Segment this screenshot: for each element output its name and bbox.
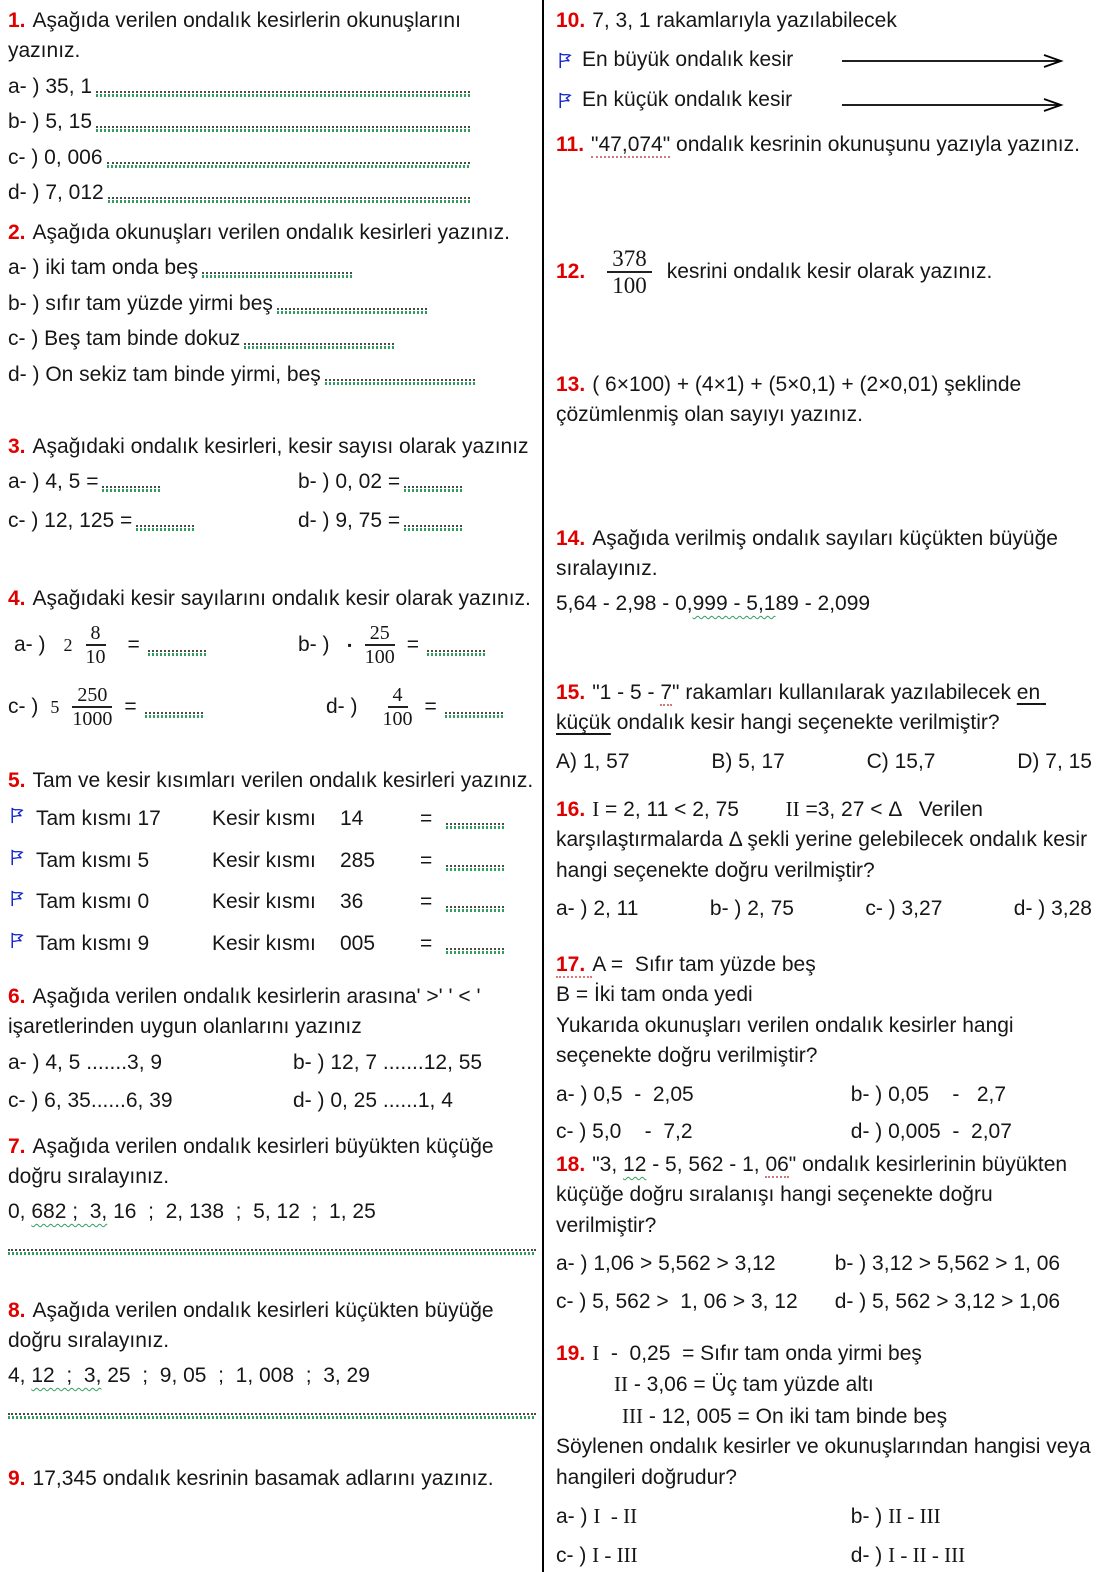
flag-icon <box>556 51 574 70</box>
answer-line[interactable] <box>325 368 475 381</box>
question-15 <box>556 678 1092 777</box>
flag-icon <box>8 806 26 825</box>
reading-line-b: B = İki tam onda yedi <box>556 983 753 1007</box>
worksheet-item: b- ) 12, 7 .......12, 55 <box>293 1050 483 1074</box>
numerator: 250 <box>72 684 112 708</box>
question-7 <box>8 1132 536 1251</box>
answer-line[interactable] <box>8 1403 536 1415</box>
item-label: a- ) 35, 1 <box>8 74 93 98</box>
values-segment: 0, <box>8 1199 32 1223</box>
question-number: 15. <box>556 681 586 704</box>
denominator: 100 <box>364 646 395 669</box>
option-d: d- ) 3,28 <box>1013 897 1092 921</box>
reading-line-a: A = Sıfır tam yüzde beş <box>592 953 816 976</box>
worksheet-item <box>8 143 474 173</box>
question-text: - 5, 562 - 1, <box>646 1153 766 1176</box>
worksheet-item: d- ) 0, 25 ......1, 4 <box>293 1089 453 1113</box>
worksheet-item <box>556 45 1092 75</box>
answer-line[interactable] <box>108 186 470 199</box>
worksheet-item <box>8 324 536 354</box>
values-segment: 682 ; 3, <box>31 1199 108 1223</box>
column-divider-line <box>542 0 544 1572</box>
answer-line[interactable] <box>107 151 470 164</box>
answer-line[interactable] <box>404 514 462 527</box>
worksheet-item <box>298 467 536 497</box>
option-a <box>556 1501 851 1532</box>
statement-text: - 12, 005 = On iki tam binde beş <box>642 1404 948 1428</box>
worksheet-item: a- ) 4, 5 .......3, 9 <box>8 1050 163 1074</box>
question-number: 2. <box>8 221 26 244</box>
item-label: a- ) <box>14 633 46 657</box>
roman-numeral: III <box>622 1403 643 1428</box>
equals-sign: = <box>424 695 437 719</box>
values-segment: 12 ; 3, <box>31 1363 102 1387</box>
question-17 <box>556 950 1092 1148</box>
option-b: b- ) 0,05 - 2,7 <box>850 1082 1007 1106</box>
question-text: Aşağıda verilen ondalık kesirlerin okunuşlarını yazınız. <box>8 9 467 63</box>
equals-sign: = <box>406 633 420 657</box>
item-label: c- ) Beş tam binde dokuz <box>8 327 241 351</box>
question-text: Aşağıda verilen ondalık kesirleri küçükten büyüğe doğru sıralayınız. <box>8 1299 500 1353</box>
option-c: C) 15,7 <box>866 749 936 773</box>
values-segment: 5,64 - 2,98 - 0, <box>556 591 693 615</box>
question-text: ondalık kesrinin okunuşunu yazıyla yazınız. <box>670 133 1080 156</box>
equals-sign: = <box>127 633 140 657</box>
item-label: c- ) <box>8 695 39 719</box>
equals-sign: = <box>420 848 433 872</box>
roman-numeral: II <box>614 1372 628 1397</box>
option-value: I - II - III <box>888 1542 966 1567</box>
item-label: En küçük ondalık kesir <box>582 87 793 111</box>
question-number: 11. <box>556 133 585 156</box>
question-13 <box>556 370 1092 431</box>
answer-line[interactable] <box>446 812 504 825</box>
question-text: ondalık kesir hangi seçenekte verilmiştir? <box>610 711 1000 735</box>
statement-text: - 0,25 = Sıfır tam onda yirmi beş <box>599 1342 922 1365</box>
whole-number: ▪ <box>347 637 352 652</box>
question-number: 1. <box>8 9 26 32</box>
statement-text: - 3,06 = Üç tam yüzde altı <box>628 1373 874 1397</box>
answer-line[interactable] <box>244 332 394 345</box>
worksheet-item <box>556 85 1092 115</box>
option-a: a- ) 0,5 - 2,05 <box>556 1082 694 1106</box>
whole-part-label: Tam kısmı 9 <box>36 931 150 955</box>
question-18 <box>556 1150 1092 1317</box>
option-b: B) 5, 17 <box>711 749 785 773</box>
worksheet-item <box>8 360 536 390</box>
answer-line[interactable] <box>427 639 485 652</box>
values-segment: 16 ; 2, 138 ; 5, 12 ; 1, 25 <box>107 1199 376 1223</box>
worksheet-item <box>298 506 536 536</box>
item-label: b- ) 0, 02 = <box>298 470 401 494</box>
option-d: D) 7, 15 <box>1017 749 1092 773</box>
fraction-part-label: Kesir kısmı <box>212 807 316 831</box>
item-label: d- ) 7, 012 <box>8 181 104 205</box>
worksheet-item <box>298 622 536 668</box>
item-label: d- ) <box>326 695 358 719</box>
numerator: 4 <box>388 684 408 708</box>
worksheet-item: c- ) 6, 35......6, 39 <box>8 1089 173 1113</box>
denominator: 1000 <box>72 708 113 731</box>
option-c: c- ) 3,27 <box>865 897 943 921</box>
answer-line[interactable] <box>277 297 427 310</box>
fraction-part-value: 005 <box>340 931 376 955</box>
question-number: 18. <box>556 1153 586 1176</box>
values-segment: 25 ; 9, 05 ; 1, 008 ; 3, 29 <box>101 1363 370 1387</box>
number-list <box>556 589 1092 619</box>
option-label: d- ) <box>850 1543 883 1567</box>
fraction-part-label: Kesir kısmı <box>212 931 316 955</box>
worksheet-item <box>8 253 536 283</box>
question-text-underlined: en küçük <box>556 681 1046 735</box>
arrow-right-icon <box>840 53 1075 69</box>
worksheet-item <box>8 622 298 668</box>
option-value: I - III <box>592 1542 638 1567</box>
question-text: 7 <box>660 681 673 704</box>
denominator: 100 <box>382 708 413 731</box>
question-number: 12. <box>556 260 586 284</box>
item-label: b- ) <box>298 633 330 657</box>
question-9 <box>8 1464 536 1494</box>
question-text: " ondalık kesirlerinin büyükten küçüğe doğru sıralanışı hangi seçenekte doğru verilmiştir? <box>556 1153 1073 1237</box>
fraction <box>380 684 416 730</box>
question-11 <box>556 130 1092 160</box>
question-1 <box>8 6 536 209</box>
question-number: 14. <box>556 527 586 550</box>
option-label: b- ) <box>850 1505 883 1529</box>
option-d <box>851 1540 1092 1571</box>
option-b: b- ) 2, 75 <box>709 897 794 921</box>
question-12 <box>556 246 1092 299</box>
worksheet-item <box>8 178 474 208</box>
question-14 <box>556 524 1092 619</box>
question-text: 7, 3, 1 rakamlarıyla yazılabilecek <box>592 9 897 32</box>
numerator: 8 <box>86 622 106 646</box>
question-4 <box>8 584 536 730</box>
values-segment: 89 - 2,099 <box>775 591 871 615</box>
question-text: Aşağıda okunuşları verilen ondalık kesirleri yazınız. <box>32 221 510 244</box>
question-3 <box>8 432 536 536</box>
question-number: 19. <box>556 1342 586 1365</box>
option-label: c- ) <box>556 1543 587 1567</box>
values-segment: 999 - 5,1 <box>692 591 776 615</box>
whole-part-label: Tam kısmı 0 <box>36 890 150 914</box>
arrow-right-icon <box>840 97 1075 113</box>
question-number: 6. <box>8 985 26 1008</box>
equals-sign: = <box>124 695 137 719</box>
roman-numeral: I <box>592 1341 600 1365</box>
option-b <box>851 1501 1092 1532</box>
answer-line[interactable] <box>102 475 160 488</box>
answer-line[interactable] <box>202 261 352 274</box>
option-label: a- ) <box>556 1505 588 1529</box>
question-number: 7. <box>8 1135 26 1158</box>
question-text: " rakamları kullanılarak yazılabilecek <box>672 681 1017 704</box>
question-number: 10. <box>556 9 586 32</box>
question-text: Aşağıdaki kesir sayılarını ondalık kesir olarak yazınız. <box>32 587 531 610</box>
question-number: 17. <box>556 953 592 978</box>
flag-icon <box>8 848 26 867</box>
option-a: A) 1, 57 <box>556 749 630 773</box>
item-label: a- ) 4, 5 = <box>8 470 99 494</box>
roman-numeral: II <box>785 797 800 821</box>
roman-numeral: I <box>592 797 600 821</box>
question-text: ( 6×100) + (4×1) + (5×0,1) + (2×0,01) şeklinde çözümlenmiş olan sayıyı yazınız. <box>556 373 1028 427</box>
question-text: Aşağıda verilen ondalık kesirlerin arasına' >' ' < ' işaretlerinden uygun olanlarını yazınız <box>8 985 487 1039</box>
item-label: d- ) 9, 75 = <box>298 508 401 532</box>
flag-icon <box>556 91 574 110</box>
number-list <box>8 1361 536 1391</box>
item-label: c- ) 12, 125 = <box>8 508 133 532</box>
question-text: "1 - 5 - <box>592 681 661 704</box>
answer-line[interactable] <box>446 895 504 908</box>
question-5 <box>8 766 536 959</box>
question-text: Aşağıda verilen ondalık kesirleri büyükten küçüğe doğru sıralayınız. <box>8 1135 500 1189</box>
question-text: = 2, 11 < 2, 75 <box>599 798 786 821</box>
question-8 <box>8 1296 536 1415</box>
fraction <box>83 622 109 668</box>
equals-sign: = <box>420 807 433 831</box>
fraction-part-value: 14 <box>340 807 364 831</box>
denominator: 10 <box>85 646 106 669</box>
question-number: 8. <box>8 1299 26 1322</box>
worksheet-item <box>326 684 536 730</box>
option-a: a- ) 1,06 > 5,562 > 3,12 <box>556 1252 776 1276</box>
fraction-part-label: Kesir kısmı <box>212 848 316 872</box>
item-label: c- ) 0, 006 <box>8 145 103 169</box>
answer-line[interactable] <box>96 80 470 93</box>
answer-line[interactable] <box>145 701 203 714</box>
option-d: d- ) 0,005 - 2,07 <box>850 1120 1012 1144</box>
worksheet-item <box>8 684 298 730</box>
item-label: b- ) 5, 15 <box>8 110 93 134</box>
option-c <box>556 1540 851 1571</box>
question-number: 13. <box>556 373 586 396</box>
question-19 <box>556 1338 1097 1571</box>
answer-line[interactable] <box>148 639 206 652</box>
flag-icon <box>8 931 26 950</box>
fraction <box>362 622 398 668</box>
worksheet-item <box>8 506 298 536</box>
question-10 <box>556 6 1092 115</box>
question-16 <box>556 794 1092 925</box>
question-number: 3. <box>8 435 26 458</box>
question-text: =3, 27 < Δ Verilen karşılaştırmalarda Δ şekli yerine gelebilecek ondalık kesir hangi seçenekte doğru verilmiştir? <box>556 798 1093 882</box>
numerator: 378 <box>607 246 652 273</box>
worksheet-item <box>8 72 474 102</box>
equals-sign: = <box>420 931 433 955</box>
quoted-number: "47,074" <box>591 133 671 156</box>
fraction-part-value: 36 <box>340 890 364 914</box>
question-text: 12 <box>623 1153 647 1176</box>
worksheet-item <box>8 289 536 319</box>
question-text: Söylenen ondalık kesirler ve okunuşlarından hangisi veya hangileri doğrudur? <box>556 1435 1097 1489</box>
whole-part-label: Tam kısmı 17 <box>36 807 161 831</box>
item-label: d- ) On sekiz tam binde yirmi, beş <box>8 362 321 386</box>
question-text: Yukarıda okunuşları verilen ondalık kesirler hangi seçenekte doğru verilmiştir? <box>556 1013 1020 1068</box>
answer-line[interactable] <box>445 701 503 714</box>
item-label: a- ) iki tam onda beş <box>8 256 199 280</box>
option-d: d- ) 5, 562 > 3,12 > 1,06 <box>834 1289 1061 1313</box>
whole-part-label: Tam kısmı 5 <box>36 848 150 872</box>
fraction-part-label: Kesir kısmı <box>212 890 316 914</box>
worksheet-item <box>8 467 298 497</box>
question-text: "3, <box>592 1153 624 1176</box>
whole-number: 2 <box>63 635 73 656</box>
option-a: a- ) 2, 11 <box>556 897 639 921</box>
answer-line[interactable] <box>446 854 504 867</box>
answer-line[interactable] <box>404 475 462 488</box>
question-text: 06 <box>765 1153 789 1176</box>
option-value: II - III <box>888 1504 941 1529</box>
number-list <box>8 1197 536 1227</box>
whole-number: 5 <box>50 697 60 718</box>
values-segment: 4, <box>8 1363 32 1387</box>
option-c: c- ) 5,0 - 7,2 <box>556 1120 693 1144</box>
answer-line[interactable] <box>8 1239 536 1251</box>
fraction-part-value: 285 <box>340 848 376 872</box>
equals-sign: = <box>420 890 433 914</box>
item-label: En büyük ondalık kesir <box>582 48 794 72</box>
question-text: 17,345 ondalık kesrinin basamak adlarını yazınız. <box>32 1467 494 1490</box>
fraction <box>69 684 115 730</box>
question-text: Tam ve kesir kısımları verilen ondalık kesirleri yazınız. <box>32 769 534 792</box>
answer-line[interactable] <box>96 115 470 128</box>
item-label: b- ) sıfır tam yüzde yirmi beş <box>8 291 273 315</box>
option-value: I - II <box>593 1504 638 1529</box>
question-text: Aşağıdaki ondalık kesirleri, kesir sayısı olarak yazınız <box>32 435 529 458</box>
numerator: 25 <box>365 622 395 646</box>
question-number: 5. <box>8 769 26 792</box>
option-b: b- ) 3,12 > 5,562 > 1, 06 <box>834 1252 1061 1276</box>
question-number: 4. <box>8 587 26 610</box>
answer-line[interactable] <box>136 514 194 527</box>
worksheet-item <box>8 107 474 137</box>
question-text: kesrini ondalık kesir olarak yazınız. <box>666 260 993 284</box>
question-6 <box>8 982 536 1117</box>
answer-line[interactable] <box>446 937 504 950</box>
question-2 <box>8 218 536 390</box>
fraction <box>607 246 652 299</box>
option-c: c- ) 5, 562 > 1, 06 > 3, 12 <box>556 1289 798 1313</box>
question-number: 16. <box>556 798 586 821</box>
question-number: 9. <box>8 1467 26 1490</box>
denominator: 100 <box>612 273 647 299</box>
flag-icon <box>8 889 26 908</box>
question-text: Aşağıda verilmiş ondalık sayıları küçükten büyüğe sıralayınız. <box>556 527 1064 581</box>
